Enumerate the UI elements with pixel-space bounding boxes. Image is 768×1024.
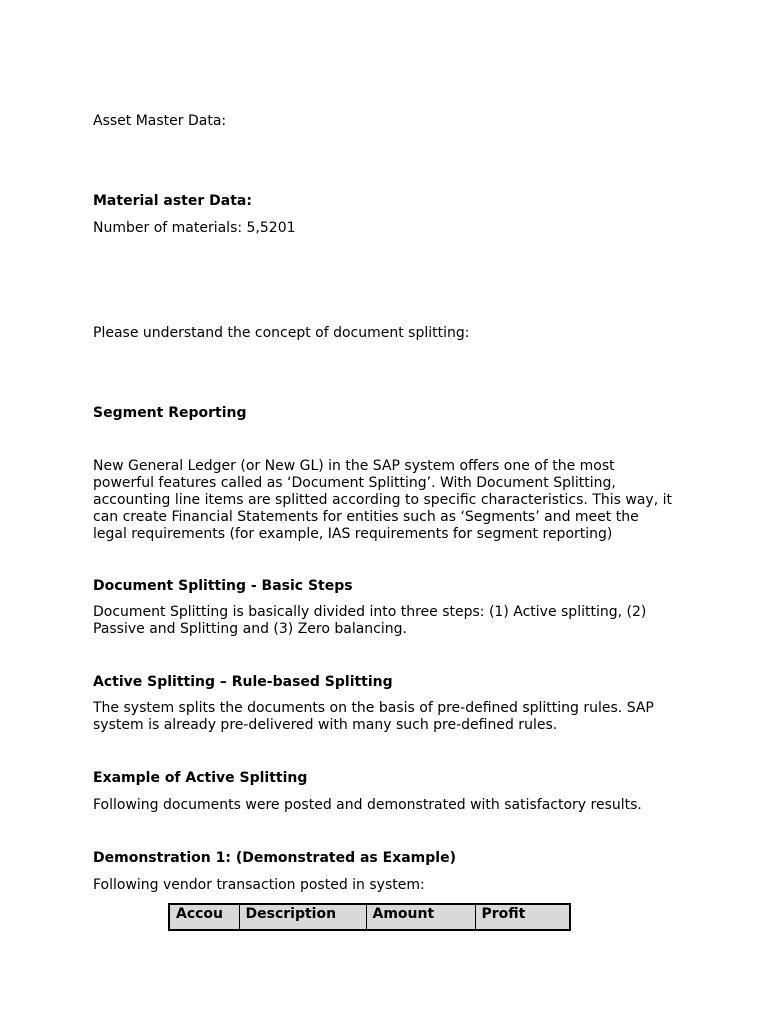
active-splitting-body: The system splits the documents on the basis of pre-defined splitting rules. SAP system is already pre-delivered with many such pre-defined rules. (93, 700, 654, 733)
segment-reporting-heading: Segment Reporting (93, 405, 247, 421)
vendor-transaction-table (168, 903, 571, 931)
active-splitting-heading: Active Splitting – Rule-based Splitting (93, 674, 393, 690)
basic-steps-body: Document Splitting is basically divided into three steps: (1) Active splitting, (2) Passive and Splitting and (3) Zero balancing. (93, 604, 647, 637)
demo1-heading: Demonstration 1: (Demonstrated as Example) (93, 850, 456, 866)
table-header-row (169, 904, 570, 930)
table-header-cell: Profit (475, 904, 570, 930)
table-header-cell: Description (239, 904, 366, 930)
example-body: Following documents were posted and demonstrated with satisfactory results. (93, 797, 642, 813)
table-header-cell: Accou (169, 904, 239, 930)
material-count-text: Number of materials: 5,5201 (93, 220, 296, 236)
demo1-body: Following vendor transaction posted in system: (93, 877, 425, 893)
concept-intro-text: Please understand the concept of document splitting: (93, 325, 470, 341)
example-heading: Example of Active Splitting (93, 770, 308, 786)
segment-reporting-body: New General Ledger (or New GL) in the SAP system offers one of the most powerful features called as ‘Document Splitting’. With Document Splitting, accounting line items are splitted according to specific characteristics. This way, it can create Financial Statements for entities such as ‘Segments’ and meet the legal requirements (for example, IAS requirements for segment reporting) (93, 458, 672, 542)
basic-steps-heading: Document Splitting - Basic Steps (93, 578, 353, 594)
asset-master-heading: Asset Master Data: (93, 113, 227, 129)
table-header-cell: Amount (366, 904, 475, 930)
material-master-heading: Material aster Data: (93, 193, 252, 209)
